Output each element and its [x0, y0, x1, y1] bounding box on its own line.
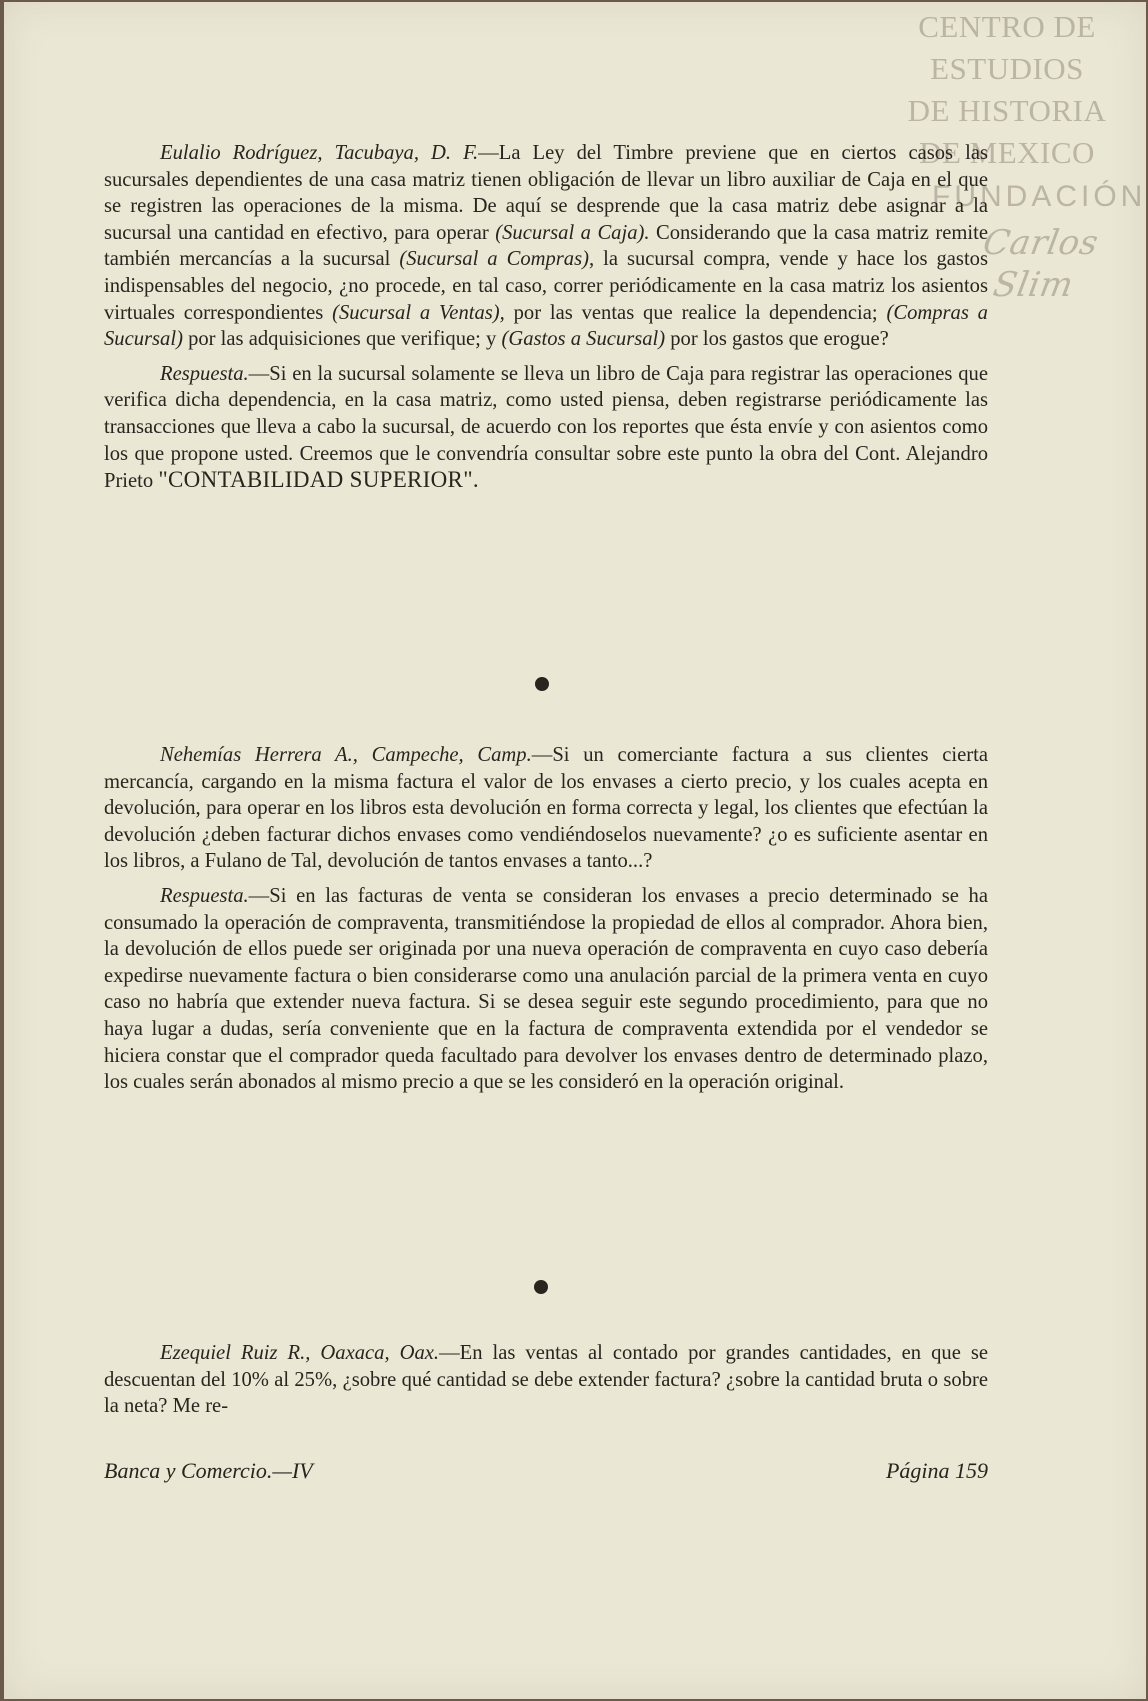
watermark-line: DE MEXICO	[919, 135, 1095, 170]
watermark-fundacion: FUNDACIÓN	[932, 180, 1147, 213]
watermark-line: CENTRO DE	[918, 9, 1096, 44]
watermark-signature: Carlos Slim	[980, 223, 1102, 305]
answer-text: —Si en la sucursal solamente se lleva un libro de Caja para registrar las operaciones que verifica dicha dependencia, en la casa matriz, como usted piensa, deben registrarse periódicamente las transacciones que lleva a cabo la sucursal, de acuerdo con los reportes que ésta envíe y con asientos como los que propone usted. Creemos que le convendría consultar sobre este punto la obra del Cont. Alejandro Prieto	[104, 362, 988, 493]
question-block-3	[104, 1340, 988, 1428]
question-text: la sucursal compra, vende y hace los gastos indispensables del negocio, ¿no procede, en tal caso, correr periódicamente en la casa matriz los asientos virtuales correspondientes	[104, 248, 988, 324]
question-paragraph	[104, 1340, 988, 1420]
question-paragraph	[104, 742, 988, 875]
account-entry: (Sucursal a Caja).	[495, 221, 650, 244]
page	[4, 2, 1146, 1699]
account-entry: (Sucursal a Ventas),	[332, 301, 505, 324]
question-text: por las adquisiciones que verifique; y	[182, 328, 502, 351]
account-entry: (Sucursal a Compras),	[399, 248, 595, 271]
question-block-2	[104, 742, 988, 1104]
section-bullet	[535, 677, 549, 691]
watermark-line: DE HISTORIA	[907, 93, 1107, 128]
question-text: por las ventas que realice la dependencia;	[504, 301, 887, 324]
question-text: por los gastos que erogue?	[665, 328, 889, 351]
account-entry: (Compras a Sucursal)	[104, 301, 988, 351]
question-text: —En las ventas al contado por grandes cantidades, en que se descuentan del 10% al 25%, ¿sobre qué cantidad se debe extender factura? ¿sobre la cantidad bruta o sobre la neta? Me re-	[104, 1342, 989, 1418]
book-title: "CONTABILIDAD SUPERIOR".	[158, 467, 479, 493]
page-number: Página 159	[885, 1458, 988, 1483]
publication-title: Banca y Comercio.—IV	[104, 1458, 313, 1483]
answer-label: Respuesta.	[160, 884, 249, 907]
question-text: —Si un comerciante factura a sus clientes cierta mercancía, cargando en la misma factura el valor de los envases a cierto precio, y los cuales acepta en devolución, para operar en los libros esta devolución en forma correcta y legal, los clientes que efectúan la devolución ¿deben facturar dichos envases como vendiéndoselos nuevamente? ¿o es suficiente asentar en los libros, a Fulano de Tal, devolución de tantos envases a tanto...?	[104, 744, 988, 873]
account-entry: (Gastos a Sucursal)	[501, 328, 666, 351]
watermark-line: ESTUDIOS	[930, 51, 1084, 86]
answer-paragraph	[104, 361, 988, 495]
answer-paragraph	[104, 883, 988, 1096]
answer-text: —Si en las facturas de venta se consideran los envases a precio determinado se ha consumado la operación de compraventa, transmitiéndose la propiedad de ellos al comprador. Ahora bien, la devolución de ellos puede ser originada por una nueva operación de compraventa en cuyo caso debería expedirse nuevamente factura o bien considerarse como una anulación parcial de la primera venta en cuyo caso no habría que extender nueva factura. Si se desea seguir este segundo procedimiento, para que no haya lugar a dudas, sería conveniente que en la factura de compraventa extendida por el vendedor se hiciera constar que el comprador queda facultado para devolver los envases dentro de determinado plazo, los cuales serán abonados al mismo precio a que se les consideró en la operación original.	[104, 884, 988, 1094]
question-text: Considerando que la casa matriz remite también mercancías a la sucursal	[104, 221, 988, 271]
question-block-1	[104, 140, 988, 503]
questioner-name: Ezequiel Ruiz R., Oaxaca, Oax.	[160, 1342, 440, 1364]
questioner-name: Nehemías Herrera A., Campeche, Camp.	[160, 744, 532, 766]
answer-label: Respuesta.	[160, 362, 249, 385]
question-paragraph	[104, 140, 988, 353]
question-text: —La Ley del Timbre previene que en ciertos casos las sucursales dependientes de una casa matriz tienen obligación de llevar un libro auxiliar de Caja en el que se registren las operaciones de la misma. De aquí se desprende que la casa matriz debe asignar a la sucursal una cantidad en efectivo, para operar	[104, 142, 988, 244]
section-bullet	[534, 1280, 548, 1294]
questioner-name: Eulalio Rodríguez, Tacubaya, D. F.	[160, 142, 479, 164]
